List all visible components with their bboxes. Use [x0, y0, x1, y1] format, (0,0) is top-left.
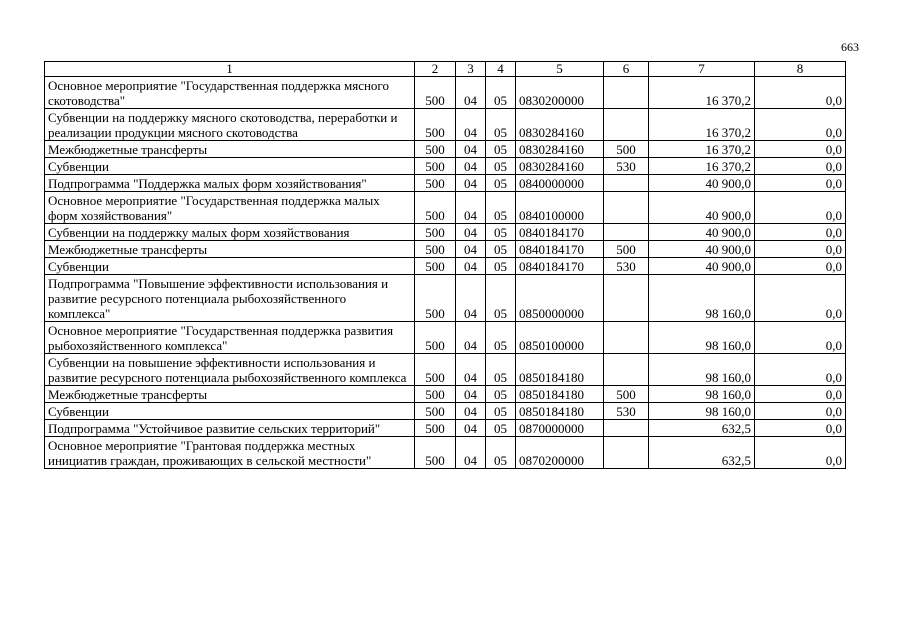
subsection-cell: 05: [486, 224, 516, 241]
expense-type-cell: [604, 109, 649, 141]
section-cell: 04: [456, 109, 486, 141]
name-cell: Подпрограмма "Поддержка малых форм хозяйствования": [45, 175, 415, 192]
table-row: [45, 109, 846, 141]
subsection-cell: 05: [486, 192, 516, 224]
subsection-cell: 05: [486, 77, 516, 109]
subsection-cell: 05: [486, 109, 516, 141]
section-cell: 04: [456, 322, 486, 354]
admin-code-cell: 500: [415, 241, 456, 258]
admin-code-cell: 500: [415, 420, 456, 437]
column-header-2: 2: [415, 62, 456, 77]
table-row: [45, 141, 846, 158]
target-article-cell: 0850100000: [516, 322, 604, 354]
page-number: 663: [841, 40, 859, 54]
name-cell: Подпрограмма "Повышение эффективности использования и развитие ресурсного потенциала рыбохозяйственного комплекса": [45, 275, 415, 322]
name-cell: Межбюджетные трансферты: [45, 386, 415, 403]
table-row: [45, 77, 846, 109]
expense-type-cell: 530: [604, 403, 649, 420]
table-body: [45, 77, 846, 469]
table-row: [45, 322, 846, 354]
amount-2-cell: 0,0: [755, 158, 846, 175]
column-header-6: 6: [604, 62, 649, 77]
admin-code-cell: 500: [415, 109, 456, 141]
name-cell: Основное мероприятие "Государственная поддержка малых форм хозяйствования": [45, 192, 415, 224]
admin-code-cell: 500: [415, 403, 456, 420]
section-cell: 04: [456, 241, 486, 258]
name-cell: Межбюджетные трансферты: [45, 141, 415, 158]
target-article-cell: 0850184180: [516, 403, 604, 420]
expense-type-cell: 500: [604, 241, 649, 258]
expense-type-cell: [604, 175, 649, 192]
section-cell: 04: [456, 354, 486, 386]
table-row: [45, 420, 846, 437]
name-cell: Основное мероприятие "Грантовая поддержка местных инициатив граждан, проживающих в сельской местности": [45, 437, 415, 469]
admin-code-cell: 500: [415, 275, 456, 322]
subsection-cell: 05: [486, 437, 516, 469]
section-cell: 04: [456, 386, 486, 403]
amount-cell: 40 900,0: [649, 192, 755, 224]
expense-type-cell: [604, 420, 649, 437]
column-header-4: 4: [486, 62, 516, 77]
amount-cell: 98 160,0: [649, 354, 755, 386]
section-cell: 04: [456, 258, 486, 275]
amount-2-cell: 0,0: [755, 109, 846, 141]
table-row: [45, 354, 846, 386]
subsection-cell: 05: [486, 386, 516, 403]
section-cell: 04: [456, 420, 486, 437]
section-cell: 04: [456, 224, 486, 241]
target-article-cell: 0850000000: [516, 275, 604, 322]
section-cell: 04: [456, 77, 486, 109]
admin-code-cell: 500: [415, 77, 456, 109]
amount-cell: 16 370,2: [649, 158, 755, 175]
name-cell: Субвенции на поддержку малых форм хозяйствования: [45, 224, 415, 241]
target-article-cell: 0830284160: [516, 141, 604, 158]
target-article-cell: 0830284160: [516, 109, 604, 141]
expense-type-cell: 500: [604, 141, 649, 158]
expense-type-cell: [604, 354, 649, 386]
budget-table: [44, 61, 846, 469]
amount-2-cell: 0,0: [755, 192, 846, 224]
column-header-7: 7: [649, 62, 755, 77]
table-row: [45, 403, 846, 420]
subsection-cell: 05: [486, 175, 516, 192]
section-cell: 04: [456, 175, 486, 192]
name-cell: Субвенции: [45, 158, 415, 175]
name-cell: Межбюджетные трансферты: [45, 241, 415, 258]
target-article-cell: 0830284160: [516, 158, 604, 175]
expense-type-cell: [604, 437, 649, 469]
target-article-cell: 0850184180: [516, 354, 604, 386]
amount-cell: 98 160,0: [649, 322, 755, 354]
amount-cell: 632,5: [649, 437, 755, 469]
target-article-cell: 0840100000: [516, 192, 604, 224]
subsection-cell: 05: [486, 403, 516, 420]
amount-cell: 16 370,2: [649, 109, 755, 141]
admin-code-cell: 500: [415, 322, 456, 354]
amount-2-cell: 0,0: [755, 141, 846, 158]
expense-type-cell: [604, 224, 649, 241]
table-row: [45, 386, 846, 403]
amount-cell: 40 900,0: [649, 175, 755, 192]
section-cell: 04: [456, 403, 486, 420]
name-cell: Субвенции на поддержку мясного скотоводства, переработки и реализации продукции мясного скотоводства: [45, 109, 415, 141]
expense-type-cell: [604, 322, 649, 354]
target-article-cell: 0850184180: [516, 386, 604, 403]
table-row: [45, 258, 846, 275]
section-cell: 04: [456, 192, 486, 224]
target-article-cell: 0840184170: [516, 258, 604, 275]
amount-2-cell: 0,0: [755, 77, 846, 109]
table-header-row: [45, 62, 846, 77]
expense-type-cell: 530: [604, 258, 649, 275]
amount-2-cell: 0,0: [755, 354, 846, 386]
expense-type-cell: 500: [604, 386, 649, 403]
name-cell: Субвенции на повышение эффективности использования и развитие ресурсного потенциала рыбохозяйственного комплекса: [45, 354, 415, 386]
amount-2-cell: 0,0: [755, 258, 846, 275]
target-article-cell: 0840184170: [516, 224, 604, 241]
amount-cell: 98 160,0: [649, 275, 755, 322]
subsection-cell: 05: [486, 141, 516, 158]
admin-code-cell: 500: [415, 158, 456, 175]
name-cell: Основное мероприятие "Государственная поддержка развития рыбохозяйственного комплекса": [45, 322, 415, 354]
amount-2-cell: 0,0: [755, 275, 846, 322]
admin-code-cell: 500: [415, 386, 456, 403]
subsection-cell: 05: [486, 354, 516, 386]
column-header-1: 1: [45, 62, 415, 77]
amount-cell: 98 160,0: [649, 386, 755, 403]
expense-type-cell: [604, 77, 649, 109]
admin-code-cell: 500: [415, 437, 456, 469]
amount-2-cell: 0,0: [755, 224, 846, 241]
table-row: [45, 175, 846, 192]
amount-cell: 40 900,0: [649, 224, 755, 241]
table-row: [45, 224, 846, 241]
admin-code-cell: 500: [415, 175, 456, 192]
amount-cell: 40 900,0: [649, 241, 755, 258]
amount-2-cell: 0,0: [755, 241, 846, 258]
target-article-cell: 0840184170: [516, 241, 604, 258]
name-cell: Субвенции: [45, 403, 415, 420]
section-cell: 04: [456, 141, 486, 158]
target-article-cell: 0870000000: [516, 420, 604, 437]
amount-cell: 632,5: [649, 420, 755, 437]
expense-type-cell: [604, 192, 649, 224]
target-article-cell: 0830200000: [516, 77, 604, 109]
amount-cell: 16 370,2: [649, 141, 755, 158]
amount-cell: 98 160,0: [649, 403, 755, 420]
column-header-8: 8: [755, 62, 846, 77]
amount-cell: 16 370,2: [649, 77, 755, 109]
target-article-cell: 0870200000: [516, 437, 604, 469]
expense-type-cell: [604, 275, 649, 322]
subsection-cell: 05: [486, 275, 516, 322]
table-row: [45, 275, 846, 322]
subsection-cell: 05: [486, 158, 516, 175]
amount-2-cell: 0,0: [755, 386, 846, 403]
table-row: [45, 192, 846, 224]
column-header-3: 3: [456, 62, 486, 77]
section-cell: 04: [456, 275, 486, 322]
subsection-cell: 05: [486, 420, 516, 437]
expense-type-cell: 530: [604, 158, 649, 175]
section-cell: 04: [456, 437, 486, 469]
target-article-cell: 0840000000: [516, 175, 604, 192]
admin-code-cell: 500: [415, 192, 456, 224]
amount-cell: 40 900,0: [649, 258, 755, 275]
name-cell: Подпрограмма "Устойчивое развитие сельских территорий": [45, 420, 415, 437]
admin-code-cell: 500: [415, 258, 456, 275]
table-row: [45, 241, 846, 258]
admin-code-cell: 500: [415, 354, 456, 386]
table-row: [45, 158, 846, 175]
amount-2-cell: 0,0: [755, 175, 846, 192]
column-header-5: 5: [516, 62, 604, 77]
admin-code-cell: 500: [415, 141, 456, 158]
amount-2-cell: 0,0: [755, 420, 846, 437]
name-cell: Субвенции: [45, 258, 415, 275]
admin-code-cell: 500: [415, 224, 456, 241]
subsection-cell: 05: [486, 322, 516, 354]
section-cell: 04: [456, 158, 486, 175]
name-cell: Основное мероприятие "Государственная поддержка мясного скотоводства": [45, 77, 415, 109]
amount-2-cell: 0,0: [755, 403, 846, 420]
subsection-cell: 05: [486, 258, 516, 275]
table-row: [45, 437, 846, 469]
amount-2-cell: 0,0: [755, 322, 846, 354]
subsection-cell: 05: [486, 241, 516, 258]
amount-2-cell: 0,0: [755, 437, 846, 469]
